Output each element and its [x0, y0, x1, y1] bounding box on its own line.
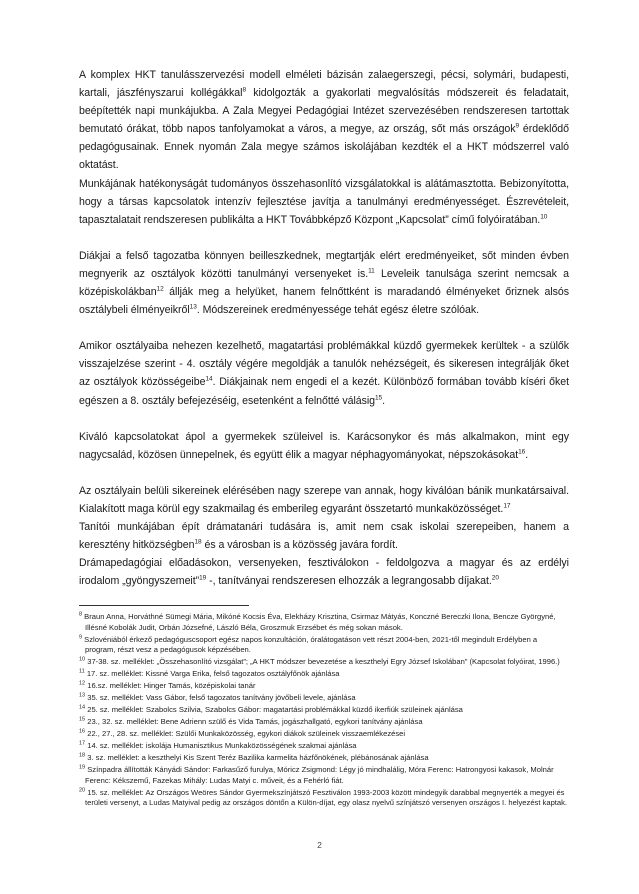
paragraph-text: Drámapedagógiai előadásokon, versenyeken, fesztiválokon - feldolgozva a magyar és az erdélyi irodalom „gyöngyszemeit” — [79, 557, 569, 588]
paragraph-gap — [79, 410, 569, 428]
footnote-number: 15 — [79, 716, 86, 723]
paragraph — [79, 337, 569, 409]
footnote — [79, 753, 569, 764]
paragraph-text: Diákjai a felső tagozatba könnyen beilleszkednek, megtartják elért eredményeiket, sőt minden évben megnyerik az osztályok közötti tanulmányi versenyeket is. — [79, 249, 569, 280]
footnote-number: 18 — [79, 752, 86, 759]
footnote — [79, 681, 569, 692]
paragraph — [79, 175, 569, 229]
footnote-number: 9 — [79, 634, 83, 641]
paragraph — [79, 518, 569, 554]
paragraph-text: Tanítói munkájában épít drámatanári tudására is, amit nem csak iskolai szerepeiben, hanem a keresztény hitközségben — [79, 520, 569, 552]
paragraph-gap — [79, 319, 569, 337]
footnote-text: Színpadra állították Kányádi Sándor: Farkasűző furulya, Móricz Zsigmond: Légy jó mindhalálig, Móra Ferenc: Hatrongyosi kakasok, Molnár Ferenc: Kékszemű, Fazekas Mihály: Ludas Matyi c. műveit, és a Fehérló fiát. — [85, 765, 554, 785]
paragraph-text: . — [382, 394, 386, 407]
paragraph — [79, 66, 569, 175]
footnote-number: 17 — [79, 740, 86, 747]
footnote — [79, 717, 569, 728]
footnote — [79, 788, 569, 809]
footnote-text: Braun Anna, Horváthné Sümegi Mária, Mikóné Kocsis Éva, Elekházy Krisztina, Csirmaz Mátyás, Konczné Bereczki Ilona, Bencze Györgyné, Illésné Kobolák Judit, Orbán Józsefné, László Béla, Groszmuk Erzsébet és még sokan mások. — [82, 612, 556, 632]
paragraph-text: érdeklődő pedagógusainak. Ennek nyomán Zala megye számos iskolájában kezdték el a HKT módszerrel való oktatást. — [79, 123, 569, 172]
paragraph-text: -, tanítványai rendszeresen elhozzák a legrangosabb díjakat. — [206, 575, 492, 588]
footnote-number: 14 — [79, 704, 86, 711]
footnote-text: 25. sz. melléklet: Szabolcs Szilvia, Szabolcs Gábor: magatartási problémákkal küzdő ikerfiúk szüleinek ajánlása — [85, 705, 463, 715]
footnote-reference[interactable]: 18 — [194, 538, 202, 546]
footnote-text: 23., 32. sz. melléklet: Bene Adrienn szülő és Vida Tamás, jogászhallgató, egykori tanítvány ajánlása — [85, 717, 423, 727]
page-number: 2 — [317, 840, 322, 850]
paragraph-text: Az osztályain belüli sikereinek elérésében nagy szerepe van annak, hogy kiválóan bánik munkatársaival. Kialakított maga körül egy szakmailag és emberileg egyaránt összetartó munkaközösséget. — [79, 484, 569, 515]
paragraph-text: és a városban is a közösség javára fordít. — [201, 539, 398, 552]
footnote-reference[interactable]: 14 — [205, 375, 213, 383]
footnote-reference[interactable]: 19 — [199, 574, 207, 582]
footnote-reference[interactable]: 17 — [503, 502, 511, 510]
footnote-reference[interactable]: 13 — [189, 303, 197, 311]
footnote — [79, 657, 569, 668]
paragraph — [79, 428, 569, 464]
paragraph-text: . Diákjainak nem engedi el a kezét. Különböző formában tovább kíséri őket egészen a 8. osztály befejezéséig, esetenként a felnőtté válásig — [79, 376, 570, 407]
footnote-reference[interactable]: 16 — [518, 448, 526, 456]
paragraph-text: Leveleik tanulsága szerint nemcsak a középiskolákban — [79, 267, 569, 299]
paragraph-text: kidolgozták a gyakorlati megvalósítás módszereit és feladatait, beépítették napi munkájukba. A Zala Megyei Pedagógiai Intézet szervezésében rendszeresen tartottak bemutató órákat, több napos tanfolyamokat a város, a megye, az ország, sőt más országok — [79, 87, 569, 136]
footnote — [79, 729, 569, 740]
footnotes — [79, 612, 569, 810]
footnote-text: Szlovéniából érkező pedagóguscsoport egész napos konzultáción, óralátogatáson vett részt 2004-ben, 2021-től megindult Erdélyben a program, részt vesz a pedagógusok képzésében. — [82, 634, 538, 655]
footnote-reference[interactable]: 11 — [368, 267, 375, 275]
paragraph — [79, 554, 569, 590]
paragraph-text: . — [525, 448, 529, 461]
footnote — [79, 741, 569, 752]
footnote — [79, 635, 569, 656]
footnote-text: 35. sz. melléklet: Vass Gábor, felső tagozatos tanítvány jövőbeli levele, ajánlása — [85, 693, 356, 703]
footnote — [79, 612, 569, 633]
paragraph-text: állják meg a helyüket, hanem felnőttként is maradandó élményeket őriznek alsós osztálybeli élményeikről — [79, 286, 569, 317]
footnote-reference[interactable]: 20 — [491, 574, 499, 582]
footnote-reference[interactable]: 12 — [156, 285, 164, 293]
paragraph — [79, 247, 569, 319]
paragraph-text: A komplex HKT tanulásszervezési modell elméleti bázisán zalaegerszegi, pécsi, solymári, budapesti, kartali, jászfényszarui kollégákkal — [79, 69, 569, 100]
paragraph-text: . Módszereinek eredményessége tehát egész életre szólóak. — [196, 304, 479, 317]
footnote-number: 13 — [79, 692, 86, 699]
footnote-reference[interactable]: 15 — [374, 393, 383, 401]
paragraph-text: Amikor osztályaiba nehezen kezelhető, magatartási problémákkal küzdő gyermekek kerültek - a szülők visszajelzése szerint - 4. osztály végére megoldják a tanulók nehézségeit, és sikeresen integrálják őket az osztályok közösségeibe — [79, 340, 569, 389]
document-body — [79, 66, 569, 590]
footnote — [79, 693, 569, 704]
footnote-text: 22., 27., 28. sz. melléklet: Szülői Munkaközösség, egykori diákok szüleinek visszaemlékezései — [85, 729, 406, 739]
paragraph-gap — [79, 464, 569, 482]
footnote-text: 3. sz. melléklet: a keszthelyi Kis Szent Teréz Bazilika karmelita házfőnökének, plébánosának ajánlása — [85, 753, 429, 763]
footnote-reference[interactable]: 9 — [515, 122, 520, 130]
footnote-reference[interactable]: 8 — [242, 86, 247, 94]
paragraph-text: Kiváló kapcsolatokat ápol a gyermekek szüleivel is. Karácsonykor és más alkalmakon, mint egy nagycsalád, közösen ünnepelnek, és együtt élik a magyar néphagyományokat, népszokásokat — [79, 430, 569, 461]
footnote-number: 16 — [79, 728, 86, 735]
footnote-number: 8 — [79, 611, 83, 618]
footnote — [79, 669, 569, 680]
footnote-number: 10 — [79, 656, 86, 663]
footnote-number: 20 — [79, 787, 86, 794]
footnote-reference[interactable]: 10 — [540, 213, 548, 221]
footnote-text: 17. sz. melléklet: Kissné Varga Erika, felső tagozatos osztályfőnök ajánlása — [84, 669, 340, 679]
footnote-separator — [79, 605, 249, 606]
paragraph-text: Munkájának hatékonyságát tudományos összehasonlító vizsgálatokkal is alátámasztotta. Bebizonyította, hogy a társas kapcsolatok intenzív fejlesztése javítja a tanulmányi eredményességet. Észrevételeit, tapasztalatait rendszeresen publikálta a HKT Továbbképző Központ „Kapcsolat” című folyóiratában. — [79, 177, 569, 226]
footnote — [79, 765, 569, 786]
footnote-number: 19 — [79, 764, 86, 771]
footnote-text: 16.sz. melléklet: Hinger Tamás, középiskolai tanár — [85, 681, 256, 691]
footnote-text: 15. sz. melléklet: Az Országos Weöres Sándor Gyermekszínjátszó Fesztiválon 1993-2003 között mindegyik darabbal megnyerték a megyei és területi versenyt, a Ludas Matyival pedig az országos döntőn a Külön-díjat, egy olasz nyelvű színjátszó versenyen országos I. helyezést kaptak. — [85, 787, 568, 808]
footnote-number: 12 — [79, 680, 86, 687]
footnote-text: 14. sz. melléklet: iskolája Humanisztikus Munkaközösségének szakmai ajánlása — [85, 741, 357, 751]
paragraph — [79, 482, 569, 518]
footnote-number: 11 — [79, 668, 85, 675]
footnote — [79, 705, 569, 716]
footnote-text: 37-38. sz. melléklet: „Összehasonlító vizsgálat”; „A HKT módszer bevezetése a keszthelyi Egry József Iskolában” (Kapcsolat folyóirat, 1996.) — [85, 657, 560, 667]
paragraph-gap — [79, 229, 569, 247]
